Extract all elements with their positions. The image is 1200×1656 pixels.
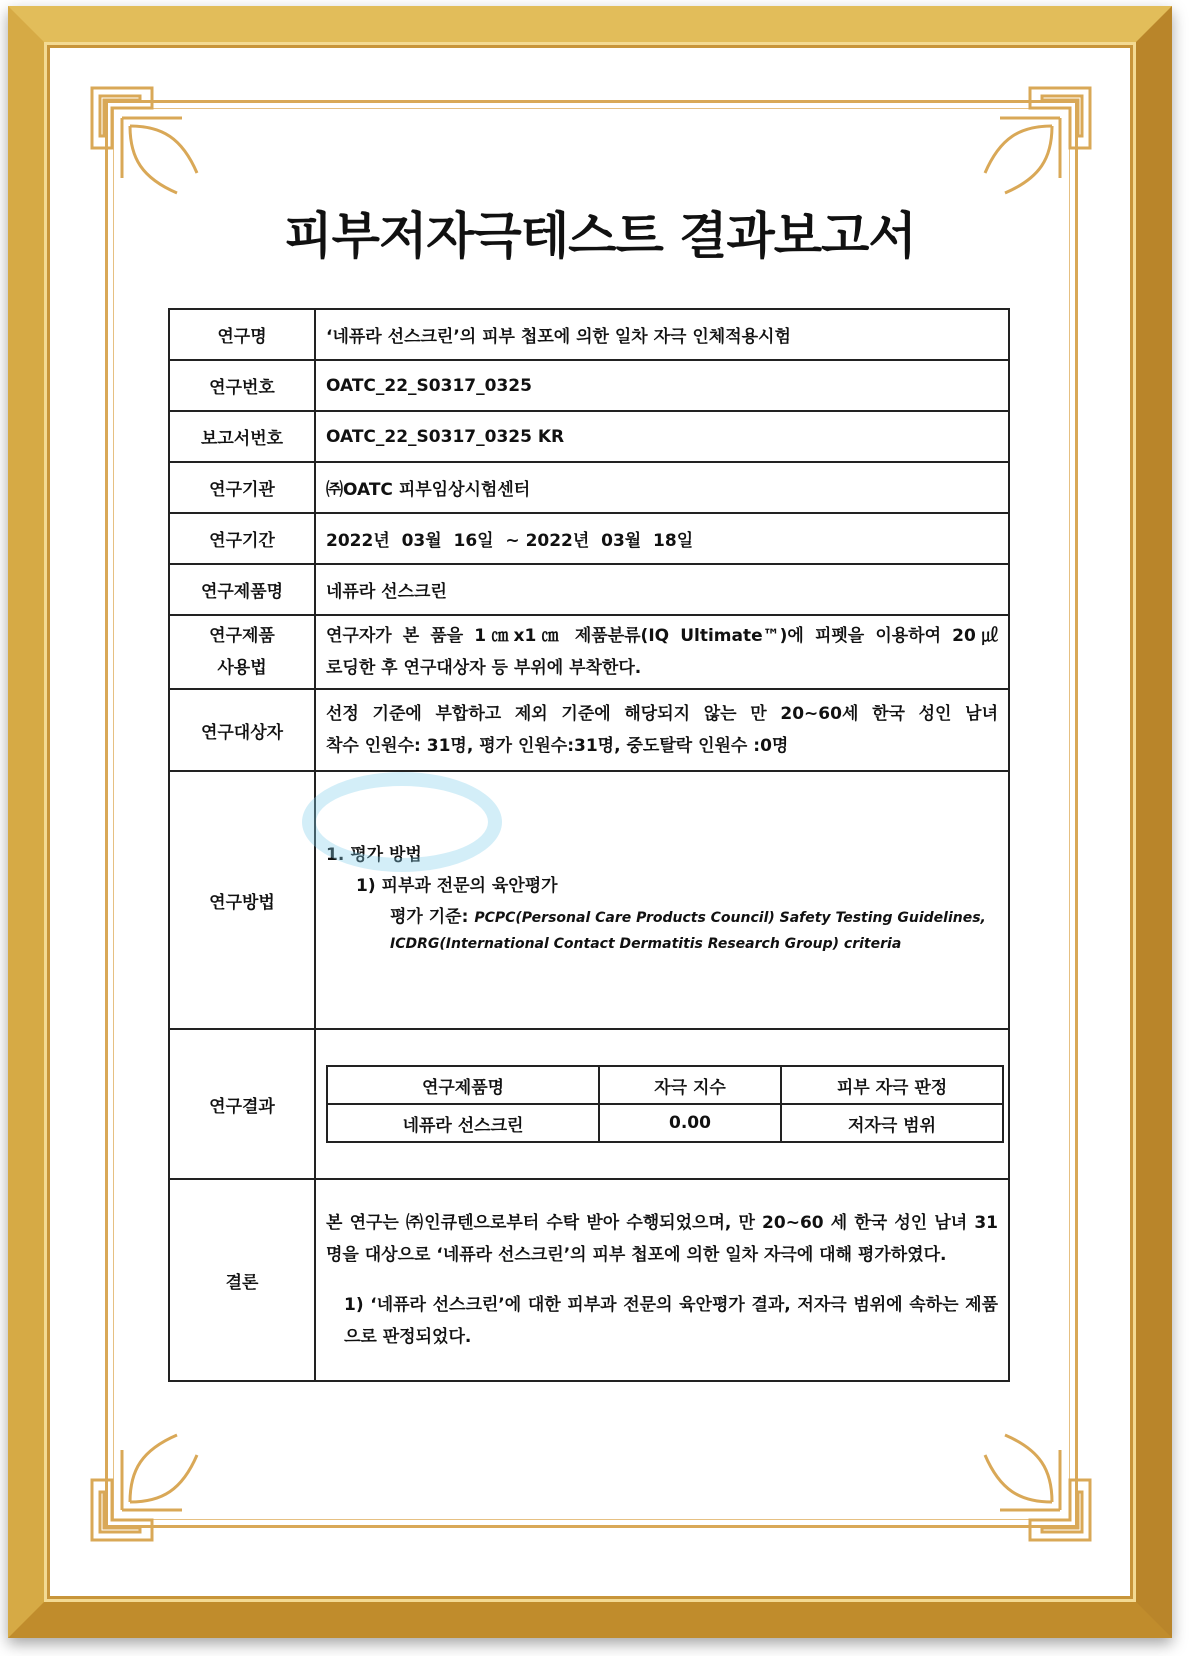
results-header-row xyxy=(327,1066,1003,1104)
results-header-cell: 피부 자극 판정 xyxy=(781,1066,1003,1104)
results-header-cell: 자극 지수 xyxy=(599,1066,781,1104)
conclusion-paragraph-1: 본 연구는 ㈜인큐텐으로부터 수탁 받아 수행되었으며, 만 20~60 세 한국 성인 남녀 31 명을 대상으로 ‘네퓨라 선스크린’의 피부 첩포에 의한 일차 자극에 대해 평가하였다. xyxy=(326,1213,998,1265)
usage-label-line-2: 사용법 xyxy=(217,658,267,678)
subjects-value xyxy=(315,689,1009,771)
row-label: 연구방법 xyxy=(169,771,315,1029)
institution-value: ㈜OATC 피부임상시험센터 xyxy=(315,462,1009,513)
corner-ornament-icon xyxy=(82,78,212,208)
table-row xyxy=(169,564,1009,615)
page-title: 피부저자극테스트 결과보고서 xyxy=(284,207,916,265)
row-label xyxy=(169,615,315,689)
subjects-line-2: 착수 인원수: 31명, 평가 인원수:31명, 중도탈락 인원수 :0명 xyxy=(326,736,789,756)
row-label: 연구대상자 xyxy=(169,689,315,771)
report-table xyxy=(168,308,1010,1382)
usage-line-2: 로딩한 후 연구대상자 등 부위에 부착한다. xyxy=(326,658,642,678)
criteria-line-2: ICDRG(International Contact Dermatitis Research Group) criteria xyxy=(390,936,902,952)
row-label: 연구번호 xyxy=(169,360,315,411)
table-row xyxy=(169,689,1009,771)
results-cell: 저자극 범위 xyxy=(781,1104,1003,1142)
results-value xyxy=(315,1029,1009,1179)
table-row xyxy=(169,309,1009,360)
row-label: 연구명 xyxy=(169,309,315,360)
table-row xyxy=(169,615,1009,689)
criteria-label: 평가 기준: xyxy=(390,907,469,927)
row-label: 연구기관 xyxy=(169,462,315,513)
corner-ornament-icon xyxy=(82,1420,212,1550)
conclusion-value xyxy=(315,1179,1009,1381)
row-label: 연구결과 xyxy=(169,1029,315,1179)
table-row xyxy=(169,513,1009,564)
usage-value xyxy=(315,615,1009,689)
period-value: 2022년 03월 16일 ~ 2022년 03월 18일 xyxy=(315,513,1009,564)
row-label: 보고서번호 xyxy=(169,411,315,462)
row-label: 결론 xyxy=(169,1179,315,1381)
criteria-line-1: PCPC(Personal Care Products Council) Safety Testing Guidelines, xyxy=(474,910,986,926)
study-name-value: ‘네퓨라 선스크린’의 피부 첩포에 의한 일차 자극 인체적용시험 xyxy=(315,309,1009,360)
results-table xyxy=(326,1065,1004,1143)
table-row xyxy=(169,771,1009,1029)
usage-label-line-1: 연구제품 xyxy=(209,626,275,646)
table-row xyxy=(169,1179,1009,1381)
method-value xyxy=(315,771,1009,1029)
corner-ornament-icon xyxy=(970,1420,1100,1550)
results-cell: 0.00 xyxy=(599,1104,781,1142)
table-row xyxy=(169,360,1009,411)
subjects-line-1: 선정 기준에 부합하고 제외 기준에 해당되지 않는 만 20~60세 한국 성인 남녀 xyxy=(326,704,998,724)
method-item-1-1: 1) 피부과 전문의 육안평가 xyxy=(356,876,558,896)
row-label: 연구제품명 xyxy=(169,564,315,615)
corner-ornament-icon xyxy=(970,78,1100,208)
table-row xyxy=(169,462,1009,513)
usage-line-1: 연구자가 본 품을 1㎝x1㎝ 제품분류(IQ Ultimate™)에 피펫을 이용하여 20㎕ xyxy=(326,626,998,646)
results-cell: 네퓨라 선스크린 xyxy=(327,1104,599,1142)
conclusion-paragraph-2: 1) ‘네퓨라 선스크린’에 대한 피부과 전문의 육안평가 결과, 저자극 범위에 속하는 제품으로 판정되었다. xyxy=(344,1295,998,1347)
results-header-cell: 연구제품명 xyxy=(327,1066,599,1104)
row-label: 연구기간 xyxy=(169,513,315,564)
table-row xyxy=(169,1029,1009,1179)
product-value: 네퓨라 선스크린 xyxy=(315,564,1009,615)
method-item-1: 1. 평가 방법 xyxy=(326,845,422,865)
method-criteria-cont xyxy=(326,928,998,960)
table-row xyxy=(169,411,1009,462)
results-data-row xyxy=(327,1104,1003,1142)
report-number-value: OATC_22_S0317_0325 KR xyxy=(315,411,1009,462)
study-number-value: OATC_22_S0317_0325 xyxy=(315,360,1009,411)
